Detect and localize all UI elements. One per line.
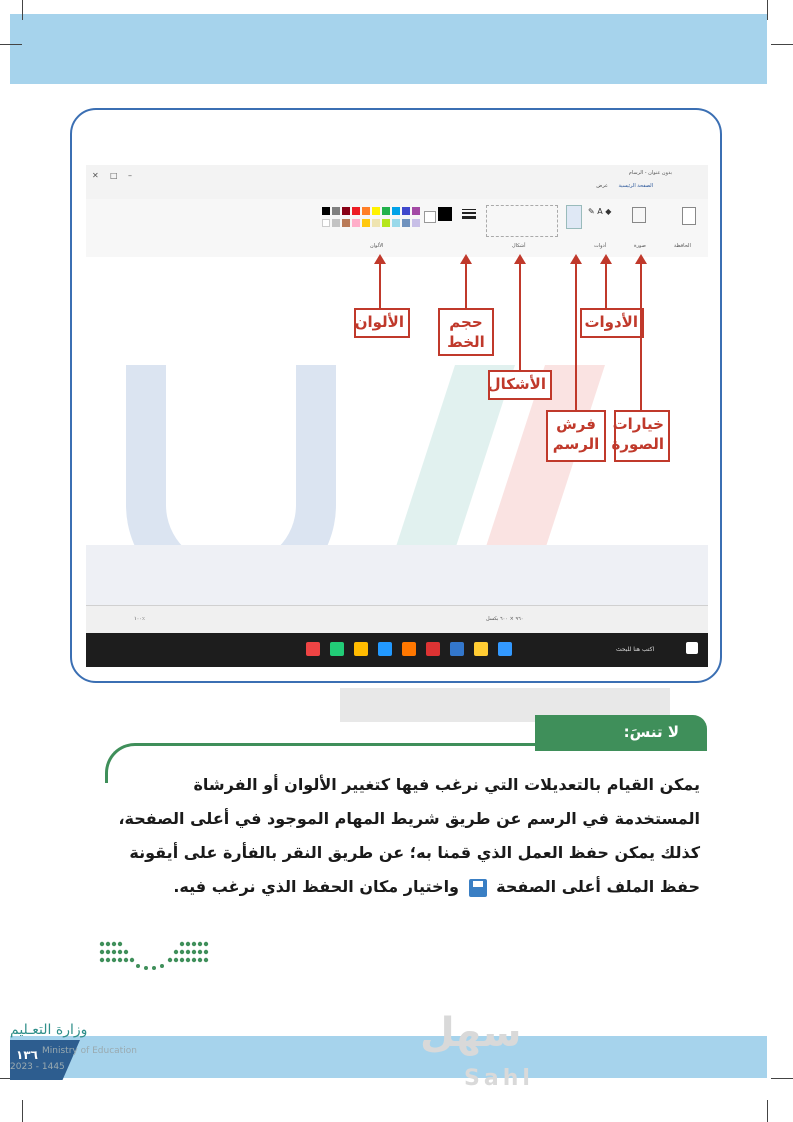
color-swatch[interactable] xyxy=(332,207,340,215)
arrow-line-size xyxy=(465,258,467,314)
minimize-icon[interactable]: – xyxy=(128,171,132,180)
color-swatch[interactable] xyxy=(352,207,360,215)
watermark-sahl-en: Sahl xyxy=(464,1066,534,1091)
note-text-part1: يمكن القيام بالتعديلات التي نرغب فيها كتغيير الألوان أو الفرشاة المستخدمة في الرسم عن طريق شريط المهام الموجود في أعلى الصفحة، كذلك يمكن حفظ العمل الذي قمنا به؛ عن طريق النقر بالفأرة على أيقونة حفظ الملف أعلى الصفحة xyxy=(118,775,700,896)
color-swatch[interactable] xyxy=(342,207,350,215)
app-icon[interactable] xyxy=(330,642,344,656)
note-text-part2: واختيار مكان الحفظ الذي نرغب فيه. xyxy=(173,877,459,896)
color-swatch[interactable] xyxy=(372,207,380,215)
color1-icon[interactable] xyxy=(438,207,452,221)
app-icon[interactable] xyxy=(450,642,464,656)
app-icon[interactable] xyxy=(306,642,320,656)
note-text xyxy=(110,768,700,904)
crop-mark xyxy=(771,1078,793,1079)
zoom-level: ١٠٠٪ xyxy=(134,616,145,622)
brushes-icon[interactable] xyxy=(566,205,582,229)
crop-mark xyxy=(767,0,768,20)
callout-colors: الألوان xyxy=(354,308,410,338)
arrow-brushes xyxy=(575,258,577,410)
color-swatch[interactable] xyxy=(382,219,390,227)
crop-mark xyxy=(22,1100,23,1122)
watermark-sahl-ar: سهل xyxy=(420,1010,522,1056)
bottom-band xyxy=(10,1036,767,1078)
callout-tools: الأدوات xyxy=(580,308,644,338)
arrowhead xyxy=(374,254,386,264)
taskbar-search[interactable]: اكتب هنا للبحث xyxy=(616,646,655,653)
group-clipboard: الحافظة xyxy=(674,243,691,249)
color-swatch[interactable] xyxy=(362,207,370,215)
color-swatch[interactable] xyxy=(322,219,330,227)
edition-year: 2023 - 1445 xyxy=(10,1062,65,1072)
callout-line-size: حجم الخط xyxy=(438,308,494,356)
crop-mark xyxy=(767,1100,768,1122)
group-colors: الألوان xyxy=(370,243,384,249)
group-tools: أدوات xyxy=(594,243,607,249)
tools-icons[interactable]: ✎ A ◆ xyxy=(588,207,612,216)
paste-icon[interactable] xyxy=(682,207,696,225)
callout-brushes: فرش الرسم xyxy=(546,410,606,462)
maximize-icon[interactable]: □ xyxy=(110,171,118,180)
color-swatch[interactable] xyxy=(382,207,390,215)
arrow-image-options xyxy=(640,258,642,410)
color-swatch[interactable] xyxy=(322,207,330,215)
color-swatch[interactable] xyxy=(352,219,360,227)
canvas-size: ٩٦٠ × ٦٠٠ بكسل xyxy=(486,616,524,622)
shapes-gallery[interactable] xyxy=(486,205,558,237)
color-swatch[interactable] xyxy=(412,207,420,215)
group-image: صورة xyxy=(634,243,646,249)
save-icon xyxy=(469,879,487,897)
color-swatch[interactable] xyxy=(332,219,340,227)
color-swatch[interactable] xyxy=(362,219,370,227)
arrowhead xyxy=(570,254,582,264)
color-swatch[interactable] xyxy=(412,219,420,227)
app-icon[interactable] xyxy=(402,642,416,656)
callout-shapes: الأشكال xyxy=(488,370,552,400)
arrowhead xyxy=(460,254,472,264)
color2-icon[interactable] xyxy=(424,211,436,223)
paint-titlebar xyxy=(86,165,708,199)
app-icon[interactable] xyxy=(354,642,368,656)
tab-home[interactable]: الصفحة الرئيسية xyxy=(618,183,653,189)
crop-mark xyxy=(22,0,23,20)
canvas-workspace xyxy=(86,545,708,605)
paint-statusbar xyxy=(86,605,708,634)
color-swatch[interactable] xyxy=(392,207,400,215)
image-select-icon[interactable] xyxy=(632,207,646,223)
group-shapes: أشكال xyxy=(512,243,526,249)
close-icon[interactable]: ✕ xyxy=(92,171,99,180)
top-band xyxy=(10,14,767,84)
line-size-icon[interactable] xyxy=(462,207,476,221)
ministry-name-ar: وزارة التعـليم xyxy=(10,1022,88,1038)
color-swatch[interactable] xyxy=(402,207,410,215)
arrow-colors xyxy=(379,258,381,314)
windows-taskbar xyxy=(86,633,708,667)
callout-image-options: خيارات الصورة xyxy=(614,410,670,462)
page-number: ١٣٦ xyxy=(16,1048,38,1062)
note-title: لا تنسَ: xyxy=(623,723,679,741)
folder-icon[interactable] xyxy=(474,642,488,656)
app-icon[interactable] xyxy=(378,642,392,656)
paint-ribbon xyxy=(86,199,708,258)
color-swatch[interactable] xyxy=(402,219,410,227)
arrow-shapes xyxy=(519,258,521,372)
color-swatch[interactable] xyxy=(342,219,350,227)
color-swatch[interactable] xyxy=(372,219,380,227)
app-icon[interactable] xyxy=(498,642,512,656)
arrow-tools xyxy=(605,258,607,310)
arrowhead xyxy=(600,254,612,264)
tab-view[interactable]: عرض xyxy=(596,183,608,189)
app-icon[interactable] xyxy=(426,642,440,656)
color-swatch[interactable] xyxy=(392,219,400,227)
ministry-name-en: Ministry of Education xyxy=(42,1046,137,1056)
window-title: بدون عنوان - الرسام xyxy=(628,170,672,176)
windows-start-icon[interactable] xyxy=(686,642,698,654)
arrowhead xyxy=(514,254,526,264)
crop-mark xyxy=(0,44,22,45)
ministry-logo-icon xyxy=(98,938,210,978)
arrowhead xyxy=(635,254,647,264)
crop-mark xyxy=(771,44,793,45)
